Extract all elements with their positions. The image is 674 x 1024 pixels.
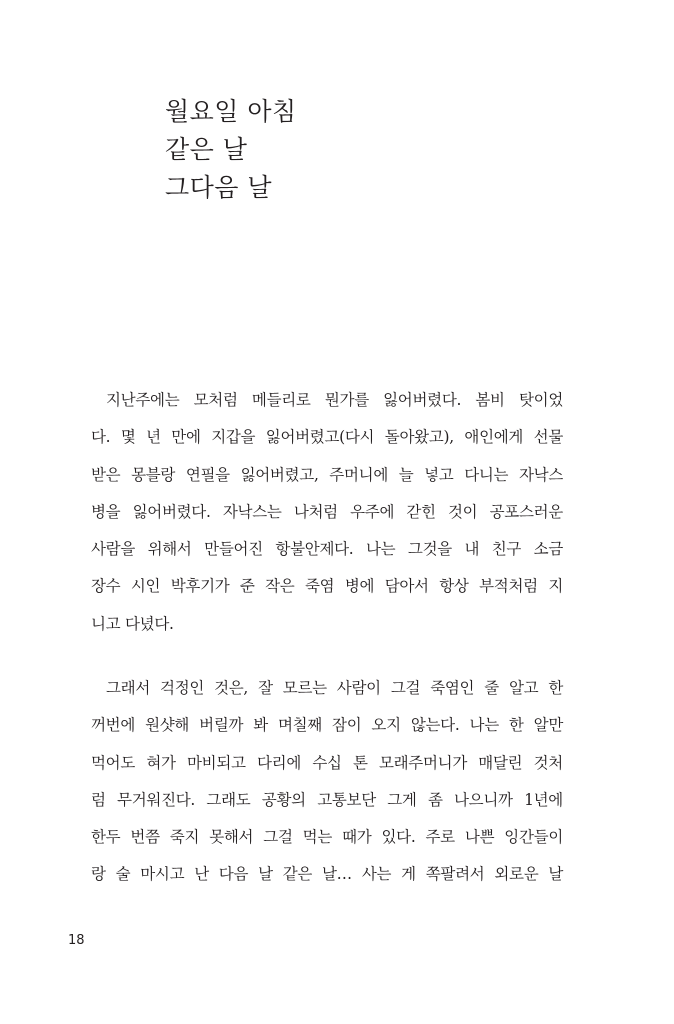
paragraph-line: 다. 몇 년 만에 지갑을 잃어버렸고(다시 돌아왔고), 애인에게 선물: [91, 428, 563, 447]
paragraph-line: 장수 시인 박후기가 준 작은 죽염 병에 담아서 항상 부적처럼 지: [91, 577, 563, 596]
chapter-title: [165, 93, 297, 207]
paragraph-line: 랑 술 마시고 난 다음 날 같은 날… 사는 게 쪽팔려서 외로운 날: [91, 865, 563, 884]
paragraph-line: 럼 무거워진다. 그래도 공황의 고통보단 그게 좀 나으니까 1년에: [91, 790, 563, 809]
chapter-title-line-1: 월요일 아침: [165, 97, 297, 126]
paragraph-line: 니고 다녔다.: [91, 614, 174, 633]
page-number: 18: [68, 933, 85, 948]
paragraph-2: [91, 670, 563, 894]
paragraph-line: 사람을 위해서 만들어진 항불안제다. 나는 그것을 내 친구 소금: [91, 540, 563, 559]
chapter-title-line-3: 그다음 날: [165, 173, 273, 202]
chapter-title-line-2: 같은 날: [165, 135, 248, 164]
paragraph-line: 지난주에는 모처럼 메들리로 뭔가를 잃어버렸다. 봄비 탓이었: [106, 391, 563, 409]
paragraph-line: 먹어도 혀가 마비되고 다리에 수십 톤 모래주머니가 매달린 것처: [91, 753, 563, 772]
paragraph-line: 병을 잃어버렸다. 자낙스는 나처럼 우주에 갇힌 것이 공포스러운: [91, 502, 563, 521]
paragraph-line: 꺼번에 원샷해 버릴까 봐 며칠째 잠이 오지 않는다. 나는 한 알만: [91, 716, 563, 735]
paragraph-line: 받은 몽블랑 연필을 잃어버렸고, 주머니에 늘 넣고 다니는 자낙스: [91, 465, 563, 484]
paragraph-1: [91, 382, 563, 643]
paragraph-line: 그래서 걱정인 것은, 잘 모르는 사람이 그걸 죽염인 줄 알고 한: [106, 679, 563, 697]
paragraph-line: 한두 번쯤 죽지 못해서 그걸 먹는 때가 있다. 주로 나쁜 잉간들이: [91, 828, 563, 847]
